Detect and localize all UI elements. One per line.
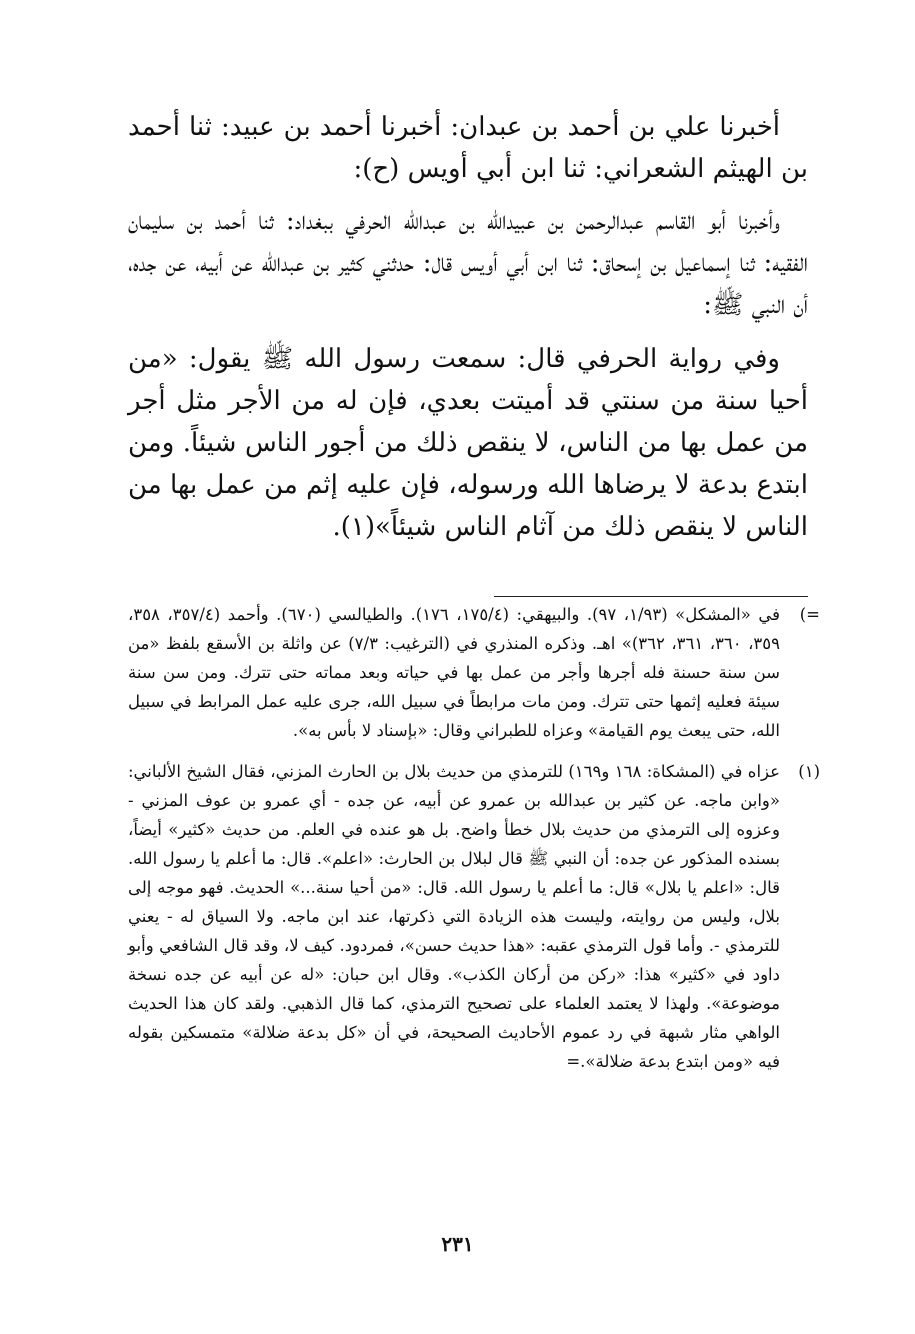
footnote-marker: (١): [798, 762, 820, 781]
main-text: [128, 106, 808, 560]
page-number: ٢٣١: [441, 1232, 474, 1256]
footnote-text: عزاه في (المشكاة: ١٦٨ و١٦٩) للترمذي من حديث بلال بن الحارث المزني، فقال الشيخ الألباني: «وابن ماجه. عن كثير بن عبدالله بن عمرو عن أبيه، عن جده - أي عمرو بن عوف المزني - وعزوه إلى الترمذي من حديث بلال خطأ واضح. بل هو عنده في العلم. من حديث «كثير» أيضاً، بسنده المذكور عن جده: أن النبي ﷺ قال لبلال بن الحارث: «اعلم». قال: ما أعلم يا رسول الله. قال: «اعلم يا بلال» قال: ما أعلم يا رسول الله. قال: «من أحيا سنة...» الحديث. فهو موجه إلى بلال، وليس من روايته، وليست هذه الزيادة التي ذكرتها، عند ابن ماجه. ولا السياق له - يعني للترمذي -. وأما قول الترمذي عقبه: «هذا حديث حسن»، فمردود. كيف لا، وقد قال الشافعي وأبو داود في «كثير» هذا: «ركن من أركان الكذب». وقال ابن حبان: «له عن أبيه عن جده نسخة موضوعة». ولهذا لا يعتمد العلماء على تصحيح الترمذي، كما قال الذهبي. ولقد كان هذا الحديث الواهي مثار شبهة في رد عموم الأحاديث الصحيحة، في أن «كل بدعة ضلالة» متمسكين بقوله فيه «ومن ابتدع بدعة ضلالة».=: [128, 762, 781, 1071]
paragraph-2: وأخبرنا أبو القاسم عبدالرحمن بن عبيدالله بن عبدالله الحرفي ببغداد: ثنا أحمد بن سليمان الفقيه: ثنا إسماعيل بن إسحاق: ثنا ابن أبي أويس قال: حدثني كثير بن عبدالله عن أبيه، عن جده، أن النبي ﷺ:: [128, 206, 808, 320]
paragraph-3: وفي رواية الحرفي قال: سمعت رسول الله ﷺ يقول: «من أحيا سنة من سنتي قد أميتت بعدي، فإن له من الأجر مثل أجر من عمل بها من الناس، لا ينقص ذلك من أجور الناس شيئاً. ومن ابتدع بدعة لا يرضاها الله ورسوله، فإن عليه إثم من عمل بها من الناس لا ينقص ذلك من آثام الناس شيئاً»(١).: [128, 344, 808, 542]
footnote-continued: [128, 600, 820, 745]
footnote-text: في «المشكل» (١/٩٣، ٩٧). والبيهقي: (١٧٥/٤، ١٧٦). والطيالسي (٦٧٠). وأحمد (٣٥٧/٤، ٣٥٨، ٣٥٩، ٣٦٠، ٣٦١، ٣٦٢)» اهـ. وذكره المنذري في (الترغيب: ٧/٣) عن واثلة بن الأسقع بلفظ «من سن سنة حسنة فله أجرها وأجر من عمل بها في حياته وبعد مماته حتى تترك. ومن سن سنة سيئة فعليه إثمها حتى تترك. ومن مات مرابطاً في سبيل الله، جرى عليه عمل المرابط في سبيل الله، حتى يبعث يوم القيامة» وعزاه للطبراني وقال: «بإسناد لا بأس به».: [128, 605, 780, 740]
footnote-marker: =): [799, 605, 820, 624]
paragraph-1: أخبرنا علي بن أحمد بن عبدان: أخبرنا أحمد بن عبيد: ثنا أحمد بن الهيثم الشعراني: ثنا ابن أبي أويس (ح):: [128, 112, 808, 184]
footnote-separator: [494, 596, 808, 597]
footnote-1: [128, 757, 820, 1076]
footnotes: [128, 600, 820, 1088]
